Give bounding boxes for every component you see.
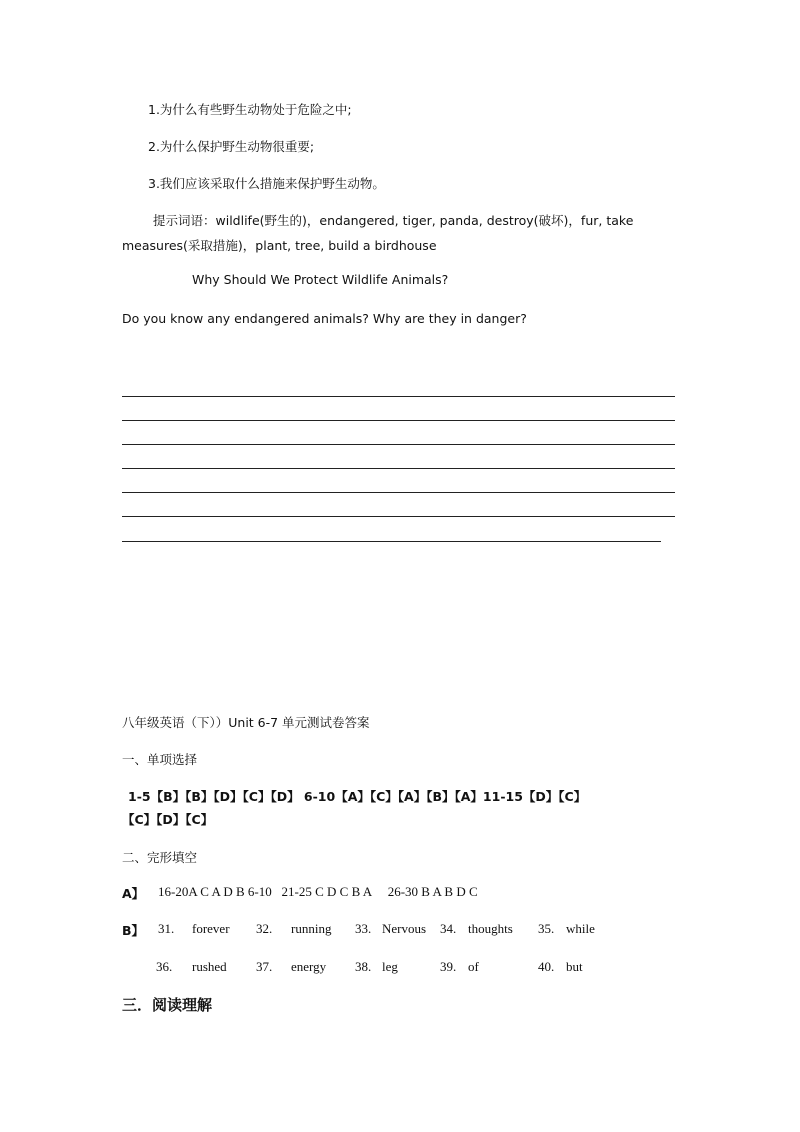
writing-line: [122, 396, 675, 397]
part-a-label: A】: [122, 886, 145, 901]
part-b-num-40: 40.: [538, 959, 555, 974]
section-1-answers-line-1: 1-5【B】【B】【D】【C】【D】 6-10【A】【C】【A】【B】【A】11-15【D】【C】: [128, 789, 587, 804]
part-b-num-39: 39.: [440, 959, 457, 974]
writing-line: [122, 444, 675, 445]
part-b-answer-31: forever: [192, 921, 230, 936]
outline-item-1: 1.为什么有些野生动物处于危险之中;: [148, 102, 352, 117]
part-b-num-34: 34.: [440, 921, 457, 936]
essay-title: Why Should We Protect Wildlife Animals?: [192, 272, 449, 287]
outline-item-3: 3.我们应该采取什么措施来保护野生动物。: [148, 176, 385, 191]
writing-line: [122, 420, 675, 421]
part-b-num-35: 35.: [538, 921, 555, 936]
part-b-answer-39: of: [468, 959, 479, 974]
writing-line: [122, 468, 675, 469]
part-b-label: B】: [122, 923, 145, 938]
part-b-answer-34: thoughts: [468, 921, 513, 936]
part-b-num-33: 33.: [355, 921, 372, 936]
outline-item-2: 2.为什么保护野生动物很重要;: [148, 139, 315, 154]
part-b-answer-36: rushed: [192, 959, 227, 974]
hint-words-line-1: 提示词语：wildlife(野生的)，endangered, tiger, panda, destroy(破坏)，fur, take: [153, 213, 634, 228]
writing-line: [122, 516, 675, 517]
section-3-heading: 三．阅读理解: [122, 996, 213, 1014]
answer-key-title: 八年级英语（下））Unit 6-7 单元测试卷答案: [122, 715, 370, 730]
hint-words-line-2: measures(采取措施)，plant, tree, build a birdhouse: [122, 238, 437, 253]
part-b-num-36: 36.: [156, 959, 173, 974]
part-a-answers: 16-20A C A D B 6-10 21-25 C D C B A 26-30 B A B D C: [158, 884, 478, 899]
essay-opening-sentence: Do you know any endangered animals? Why are they in danger?: [122, 311, 527, 326]
part-b-num-31: 31.: [158, 921, 175, 936]
part-b-answer-32: running: [291, 921, 332, 936]
section-1-heading: 一、单项选择: [122, 752, 198, 767]
part-b-answer-38: leg: [382, 959, 398, 974]
section-2-heading: 二、完形填空: [122, 850, 198, 865]
part-b-answer-40: but: [566, 959, 583, 974]
writing-line: [122, 541, 661, 542]
part-b-num-38: 38.: [355, 959, 372, 974]
section-1-answers-line-2: 【C】【D】【C】: [122, 812, 214, 827]
part-b-answer-37: energy: [291, 959, 327, 974]
part-b-answer-33: Nervous: [382, 921, 427, 936]
writing-line: [122, 492, 675, 493]
part-b-num-32: 32.: [256, 921, 273, 936]
part-b-num-37: 37.: [256, 959, 273, 974]
part-b-answer-35: while: [566, 921, 595, 936]
